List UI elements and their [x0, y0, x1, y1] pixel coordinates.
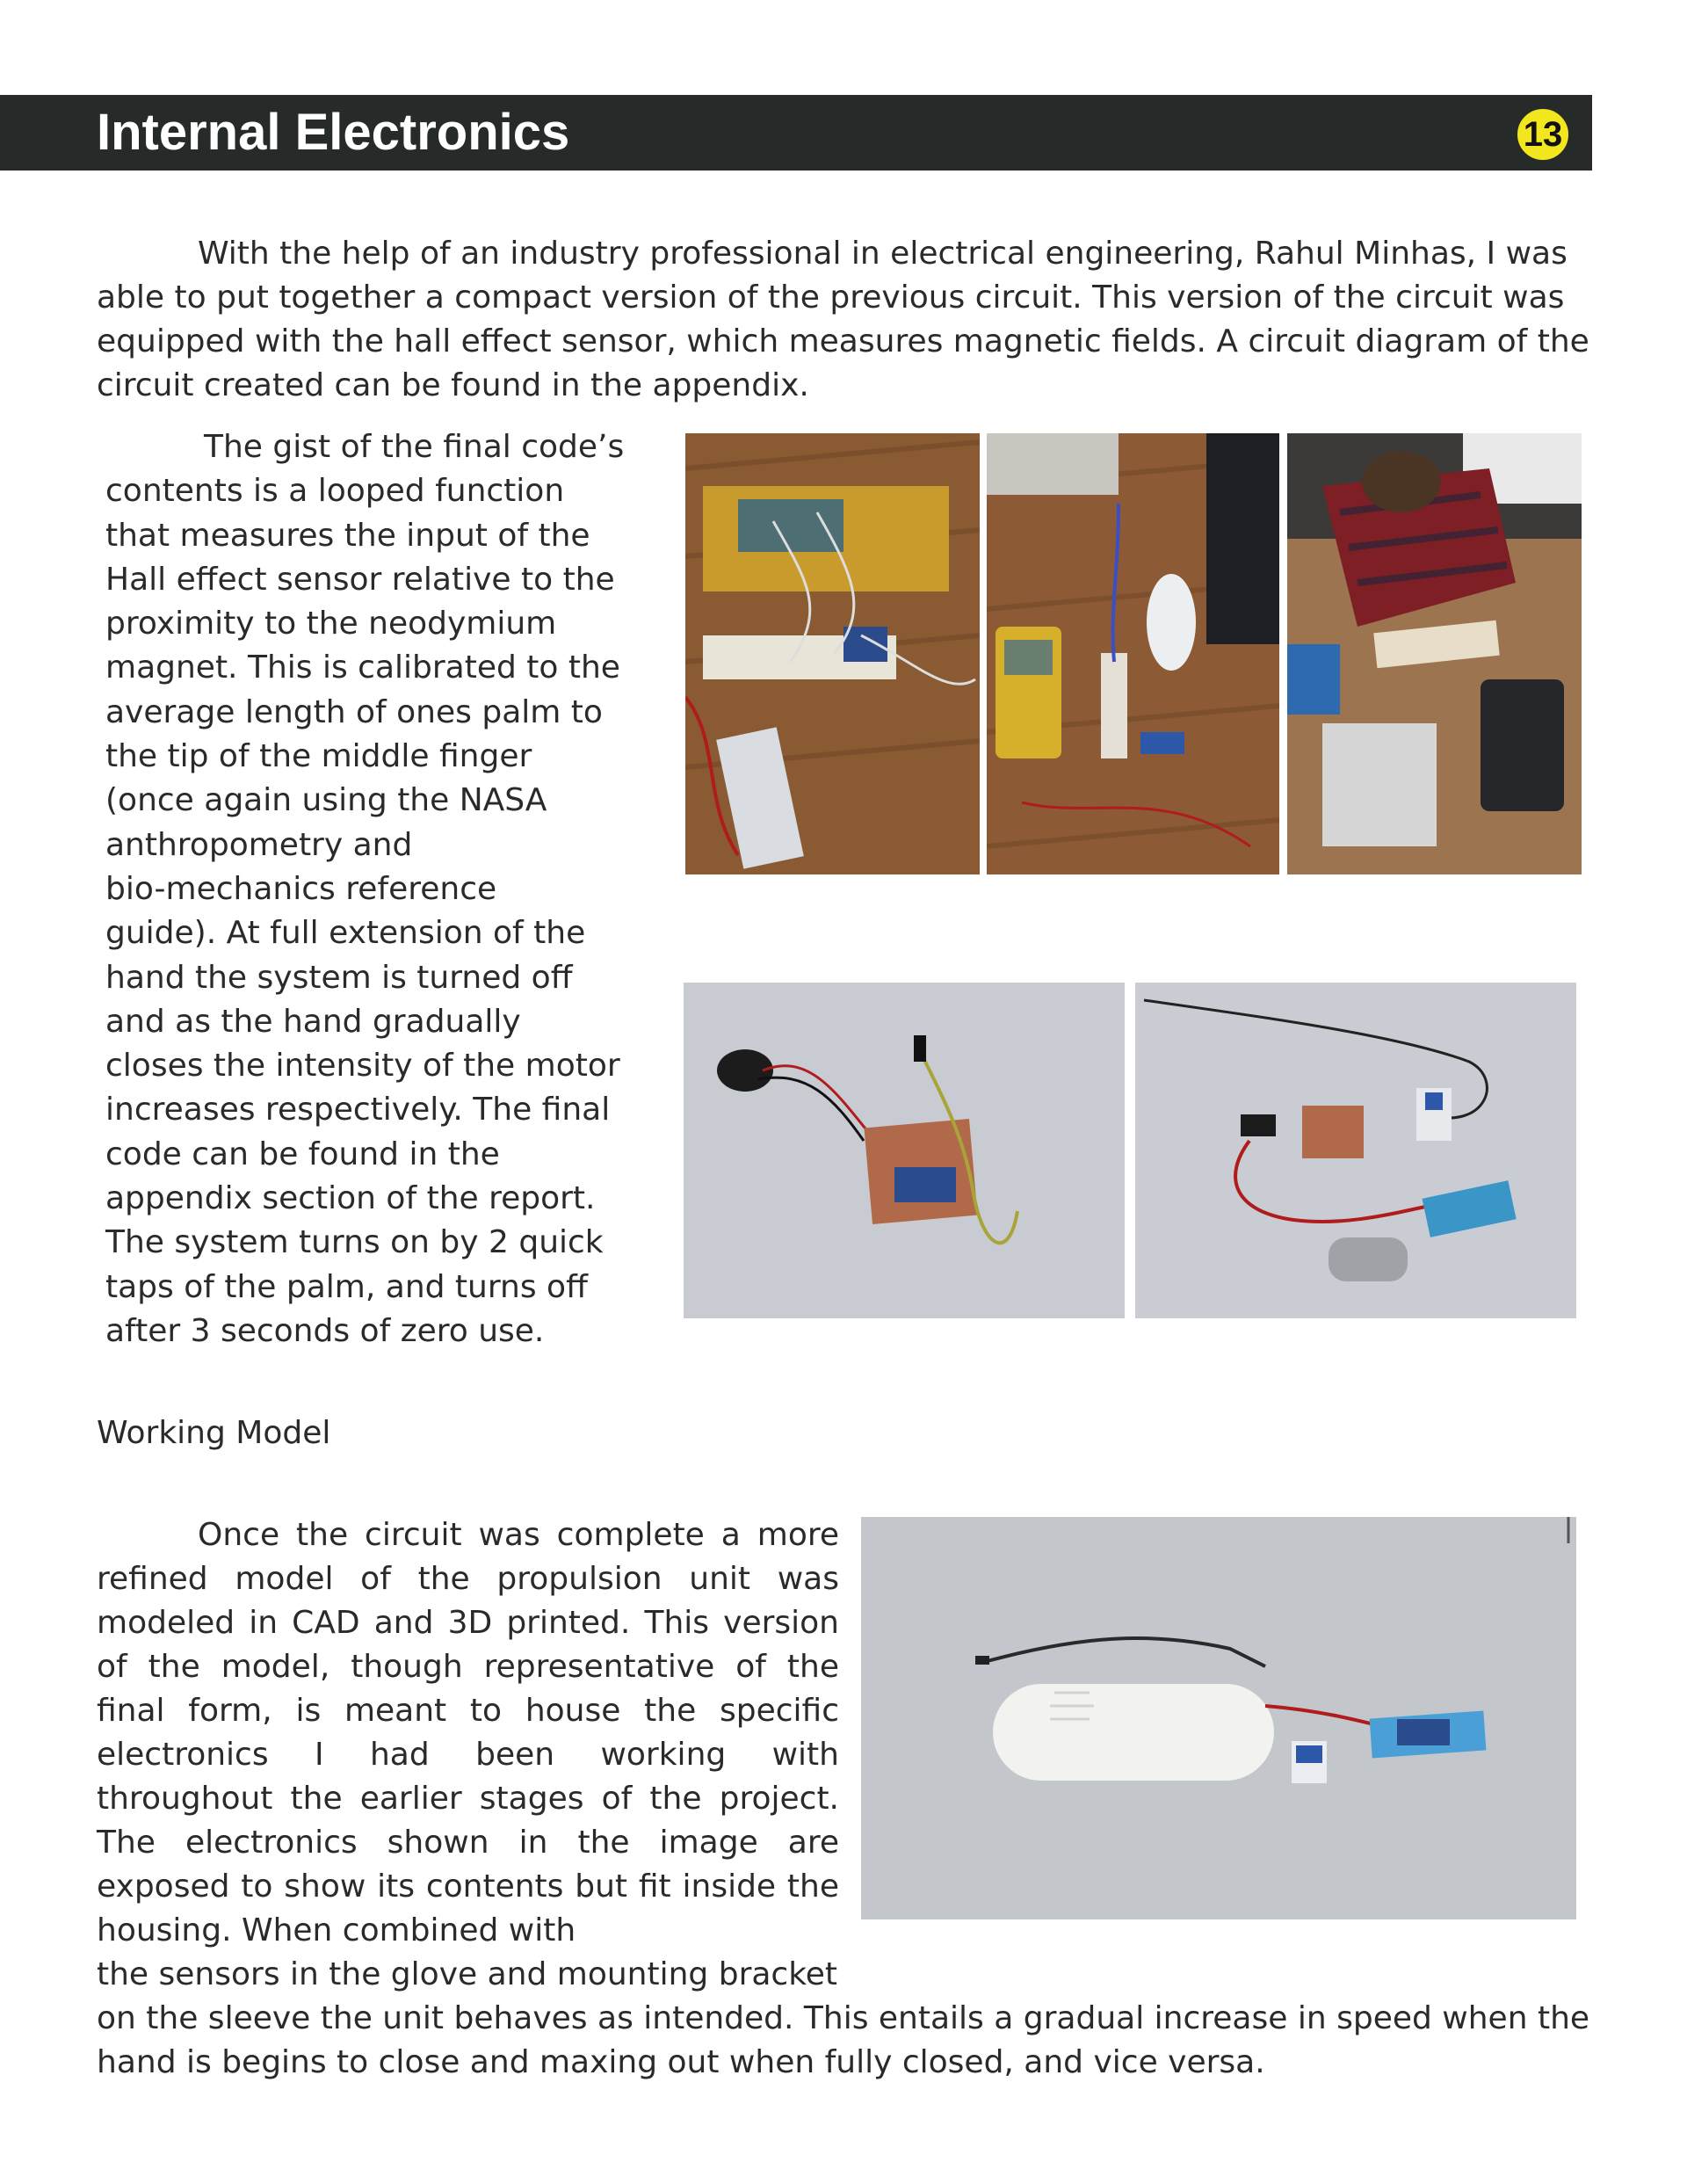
text-line: The system turns on by 2 quick — [105, 1224, 604, 1261]
text-line: taps of the palm, and turns off — [105, 1268, 588, 1305]
propulsion-unit-photo — [861, 1517, 1576, 1919]
working-model-paragraph-continued — [97, 1953, 1590, 2085]
motor-circuit-photo — [1135, 983, 1576, 1318]
text-line: guide). At full extension of the — [105, 915, 586, 952]
perfboard-circuit-photo — [684, 983, 1125, 1318]
text-line: proximity to the neodymium — [105, 606, 557, 642]
text-line: anthropometry and — [105, 826, 413, 863]
text-line: that measures the input of the — [105, 517, 590, 554]
text-line: the tip of the middle finger — [105, 738, 532, 775]
text-line: bio-mechanics reference — [105, 870, 497, 907]
text-line: the sensors in the glove and mounting bracket — [97, 1956, 838, 1992]
working-model-heading: Working Model — [97, 1415, 331, 1451]
soldering-photo — [1287, 433, 1582, 874]
text-line: contents is a looped function — [105, 473, 565, 510]
text-line: and as the hand gradually — [105, 1003, 521, 1040]
text-line: Hall effect sensor relative to the — [105, 561, 615, 598]
code-description-paragraph — [105, 425, 650, 1353]
multimeter-photo — [987, 433, 1279, 874]
text-line: on the sleeve the unit behaves as intended. This entails a gradual increase in speed when the — [97, 2000, 1590, 2036]
breadboard-photo — [685, 433, 980, 874]
text-line: magnet. This is calibrated to the — [105, 649, 620, 686]
text-line: average length of ones palm to — [105, 693, 603, 730]
text-line: code can be found in the — [105, 1136, 500, 1172]
text-line: increases respectively. The final — [105, 1092, 611, 1128]
text-line: closes the intensity of the motor — [105, 1048, 620, 1085]
intro-paragraph: With the help of an industry professional in electrical engineering, Rahul Minhas, I was able to put together a compact version of the previous circuit. This version of the circuit was equipped with the hall effect sensor, which measures magnetic fields. A circuit diagram of the circuit created can be found in the appendix. — [97, 236, 1589, 403]
text-line: after 3 seconds of zero use. — [105, 1312, 545, 1349]
working-model-paragraph: Once the circuit was complete a more refined model of the propulsion unit was modeled in CAD and 3D printed. This version of the model, though representative of the final form, is meant to house the specific electronics I had been working with throughout the earlier stages of the project. The electronics shown in the image are exposed to show its contents but fit inside the housing. When combined with — [97, 1517, 839, 1948]
text-line: (once again using the NASA — [105, 782, 547, 819]
text-line: appendix section of the report. — [105, 1180, 596, 1217]
text-line: hand the system is turned off — [105, 959, 573, 996]
text-line: hand is begins to close and maxing out when fully closed, and vice versa. — [97, 2044, 1265, 2080]
text-line: The gist of the final code’s — [204, 429, 625, 465]
page-number-badge: 13 — [1515, 106, 1571, 163]
page-title: Internal Electronics — [97, 104, 570, 161]
